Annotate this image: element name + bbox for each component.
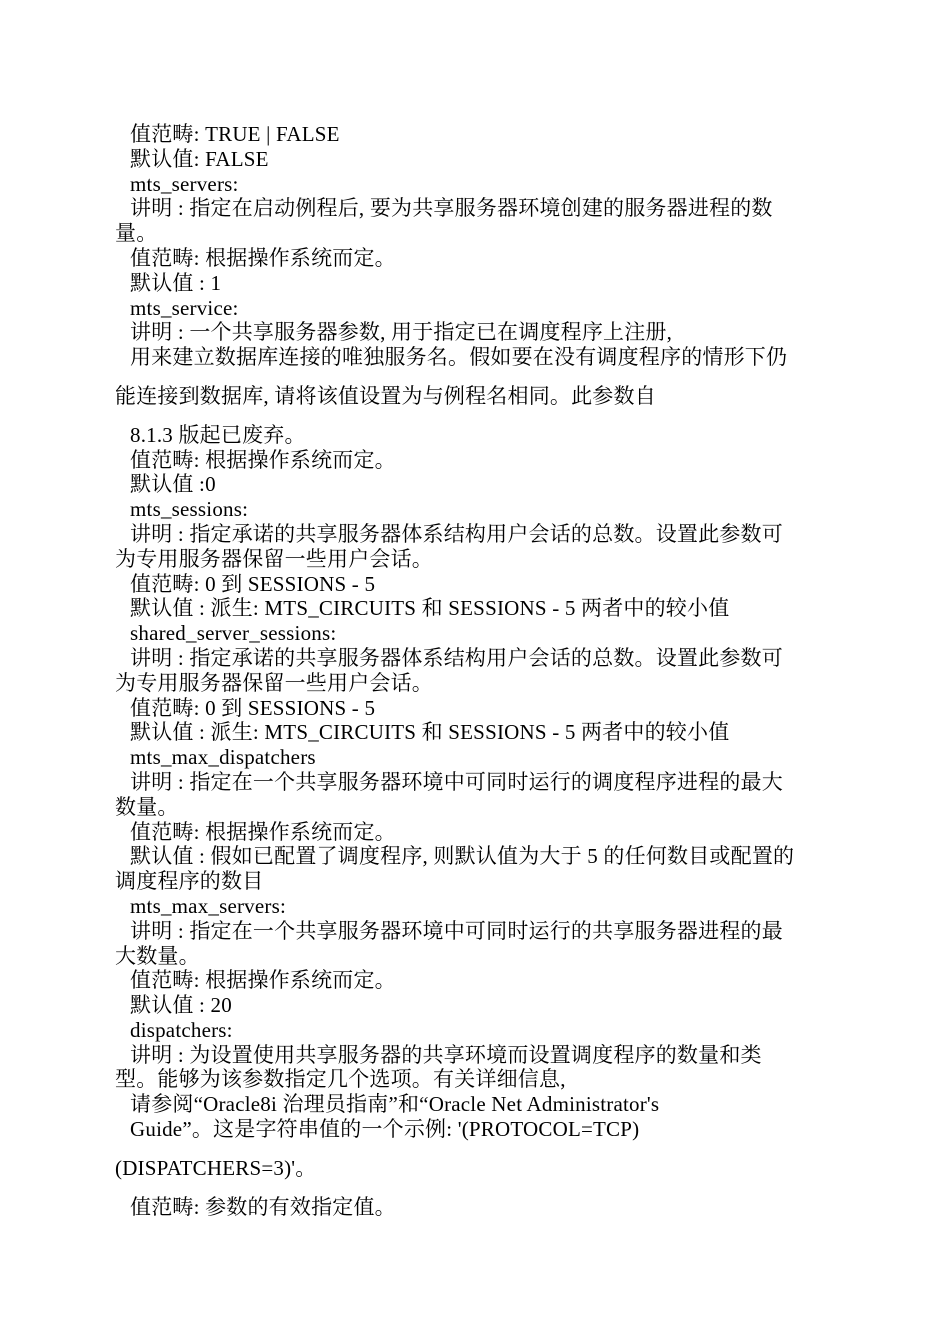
text-line: 值范畴: 根据操作系统而定。: [130, 245, 396, 270]
text-line: 默认值 : 假如已配置了调度程序, 则默认值为大于 5 的任何数目或配置的: [130, 844, 795, 869]
param-heading: mts_max_servers:: [130, 893, 287, 918]
text-line: 数量。: [115, 794, 179, 819]
document-page: [115, 122, 835, 1219]
text-line: 调度程序的数目: [115, 869, 264, 894]
text-line: 值范畴: 参数的有效指定值。: [130, 1194, 396, 1219]
text-line: 默认值 : 派生: MTS_CIRCUITS 和 SESSIONS - 5 两者中的较小值: [130, 720, 730, 745]
text-line: (DISPATCHERS=3)'。: [115, 1155, 317, 1180]
text-line: 为专用服务器保留一些用户会话。: [115, 546, 433, 571]
text-line: 值范畴: 0 到 SESSIONS - 5: [130, 695, 376, 720]
text-line: 大数量。: [115, 943, 200, 968]
text-line: 8.1.3 版起已废弃。: [130, 422, 306, 447]
text-line: 默认值 : 20: [130, 993, 232, 1018]
text-line: 值范畴: 根据操作系统而定。: [130, 968, 396, 993]
text-line: 讲明 : 一个共享服务器参数, 用于指定已在调度程序上注册,: [130, 320, 673, 345]
text-line: 为专用服务器保留一些用户会话。: [115, 670, 433, 695]
param-heading: dispatchers:: [130, 1017, 233, 1042]
text-line: 默认值 : 1: [130, 270, 222, 295]
text-line: 默认值 : 派生: MTS_CIRCUITS 和 SESSIONS - 5 两者中的较小值: [130, 596, 730, 621]
param-heading: mts_servers:: [130, 171, 239, 196]
text-line: 值范畴: TRUE | FALSE: [130, 122, 340, 146]
param-heading: mts_sessions:: [130, 497, 249, 522]
param-heading: mts_max_dispatchers: [130, 745, 316, 770]
text-line: 讲明 : 指定在一个共享服务器环境中可同时运行的共享服务器进程的最: [130, 918, 783, 943]
text-line: 默认值: FALSE: [130, 146, 269, 171]
param-heading: mts_service:: [130, 295, 239, 320]
text-line: Guide”。这是字符串值的一个示例: '(PROTOCOL=TCP): [130, 1117, 640, 1142]
text-line: 讲明 : 指定承诺的共享服务器体系结构用户会话的总数。设置此参数可: [130, 521, 783, 546]
text-line: 值范畴: 根据操作系统而定。: [130, 819, 396, 844]
text-line: 讲明 : 指定在启动例程后, 要为共享服务器环境创建的服务器进程的数: [130, 196, 773, 221]
text-line: 讲明 : 指定承诺的共享服务器体系结构用户会话的总数。设置此参数可: [130, 645, 783, 670]
text-line: 量。: [115, 221, 158, 246]
text-line: 值范畴: 根据操作系统而定。: [130, 447, 396, 472]
text-line: 讲明 : 指定在一个共享服务器环境中可同时运行的调度程序进程的最大: [130, 769, 783, 794]
text-line: 默认值 :0: [130, 472, 216, 497]
text-line: 请参阅“Oracle8i 治理员指南”和“Oracle Net Administrator's: [130, 1092, 660, 1117]
param-heading: shared_server_sessions:: [130, 621, 337, 646]
text-line: 能连接到数据库, 请将该值设置为与例程名相同。此参数自: [115, 383, 656, 408]
text-line: 值范畴: 0 到 SESSIONS - 5: [130, 571, 376, 596]
text-line: 用来建立数据库连接的唯独服务名。假如要在没有调度程序的情形下仍: [130, 345, 788, 370]
text-line: 讲明 : 为设置使用共享服务器的共享环境而设置调度程序的数量和类: [130, 1042, 762, 1067]
text-line: 型。能够为该参数指定几个选项。有关详细信息,: [115, 1067, 566, 1092]
